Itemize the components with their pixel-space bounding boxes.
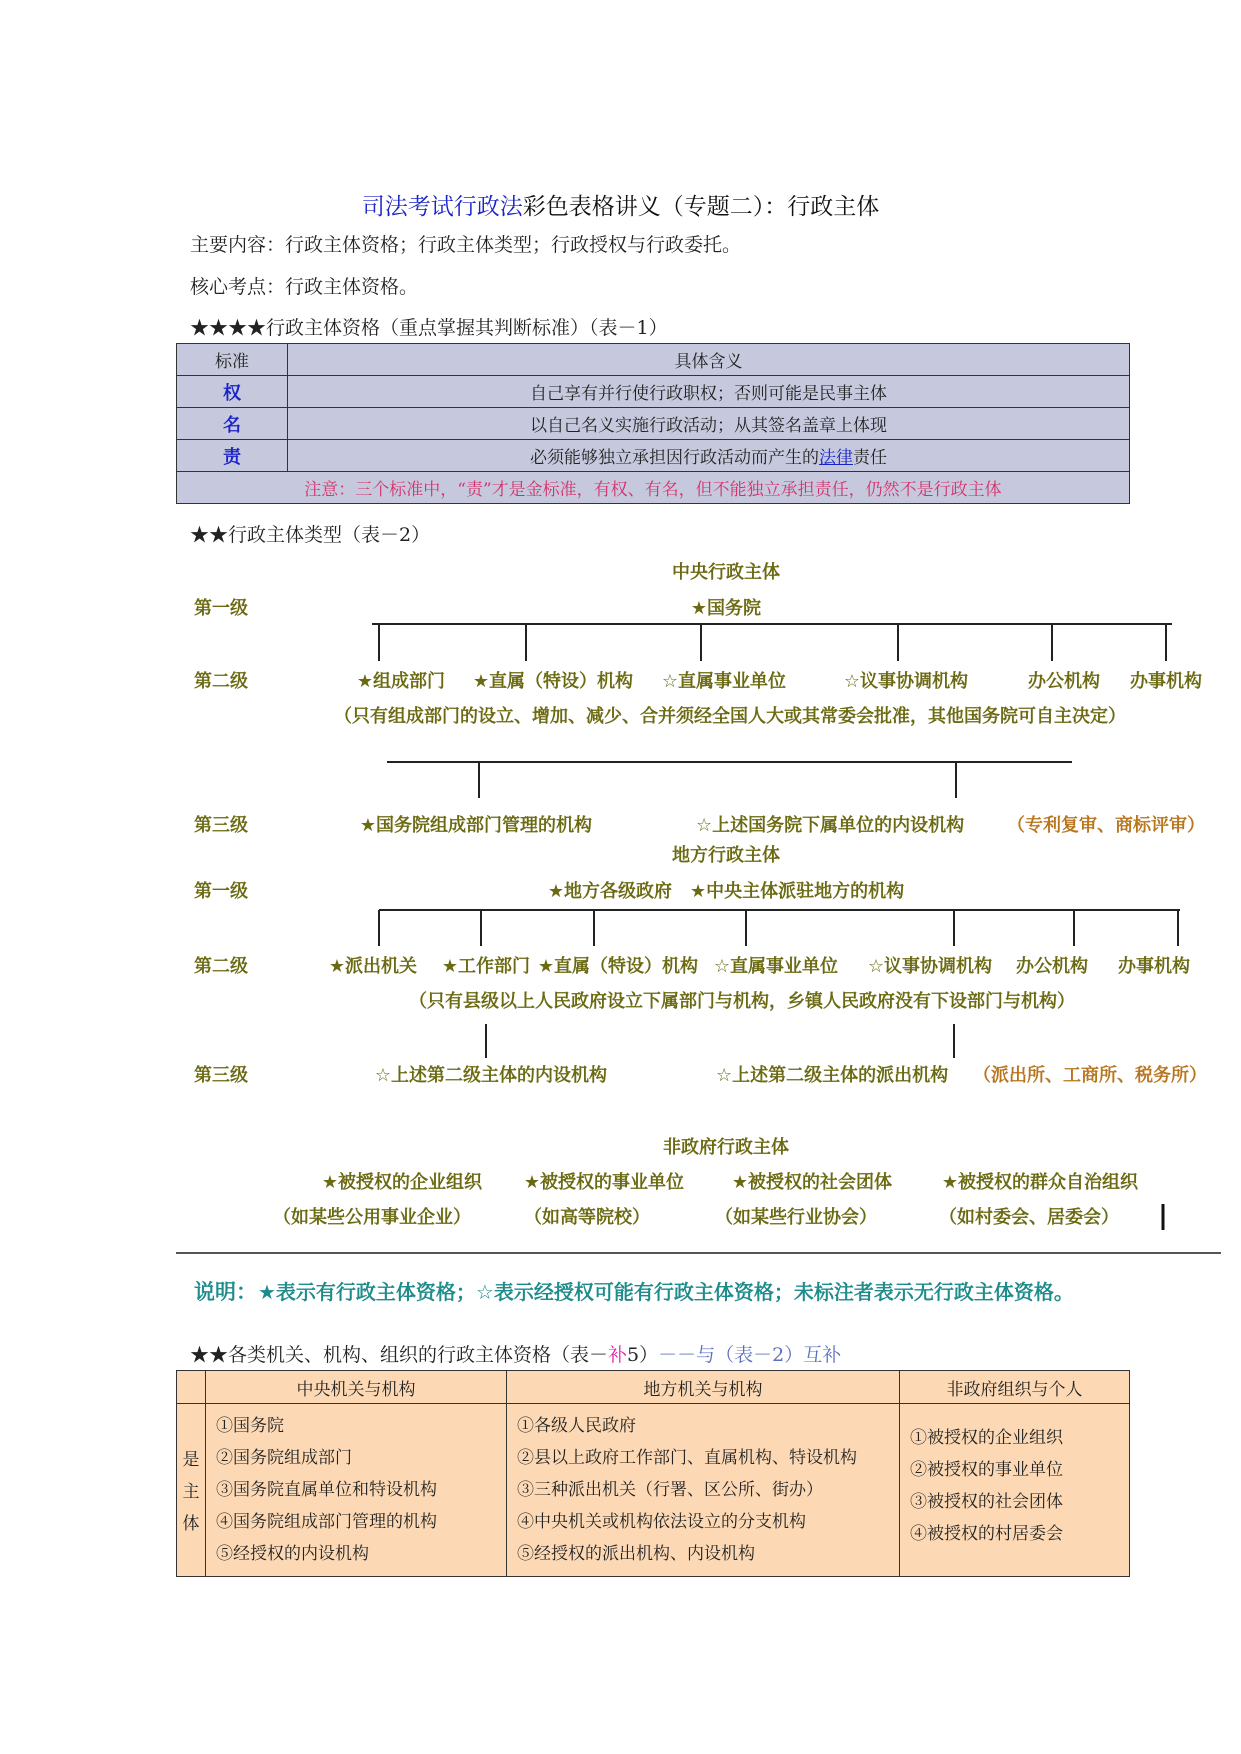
local-level2-item: 办公机构 <box>1016 956 1088 977</box>
list-item: ②被授权的事业单位 <box>910 1460 1063 1480</box>
central-title: 中央行政主体 <box>672 562 780 583</box>
central-level2-item: 办公机构 <box>1028 671 1100 692</box>
table3-local-cell <box>507 1404 900 1577</box>
local-level2-item: ★工作部门 <box>441 956 531 977</box>
table1-text-after: 责任 <box>853 448 887 468</box>
local-level3-b-extra: （派出所、工商所、税务所） <box>973 1065 1207 1086</box>
central-level1: ★国务院 <box>690 598 762 619</box>
table-row <box>177 440 1130 472</box>
list-item: ②国务院组成部门 <box>216 1448 352 1468</box>
nongov-note: （如村委会、居委会） <box>939 1207 1119 1228</box>
table1-heading: ★★★★行政主体资格（重点掌握其判断标准）（表－1） <box>190 317 668 339</box>
list-item: ①各级人民政府 <box>517 1416 636 1436</box>
table1-text <box>288 440 1130 472</box>
table3 <box>176 1370 1130 1577</box>
nongov-note: （如某些行业协会） <box>715 1207 877 1228</box>
central-level2-item: ★组成部门 <box>356 671 446 692</box>
nongov-item: ★被授权的事业单位 <box>523 1172 685 1193</box>
table3-central-cell <box>206 1404 507 1577</box>
table3-heading-b: 补 <box>608 1344 628 1366</box>
local-level3-label: 第三级 <box>194 1065 248 1086</box>
legend-label: 说明： <box>194 1280 257 1304</box>
table3-header-local: 地方机关与机构 <box>507 1371 900 1404</box>
central-level2-item: ★直属（特设）机构 <box>472 671 634 692</box>
local-level3-b: ☆上述第二级主体的派出机构 <box>716 1065 949 1086</box>
list-item: ④国务院组成部门管理的机构 <box>216 1512 437 1532</box>
local-level2-item: 办事机构 <box>1118 956 1190 977</box>
table3-heading <box>190 1340 841 1367</box>
local-level1: ★地方各级政府 ★中央主体派驻地方的机构 <box>547 881 905 902</box>
list-item: ①国务院 <box>216 1416 284 1436</box>
central-level2-item: ☆议事协调机构 <box>843 671 969 692</box>
list-item: ③国务院直属单位和特设机构 <box>216 1480 437 1500</box>
table2-heading: ★★行政主体类型（表－2） <box>190 524 431 546</box>
local-note: （只有县级以上人民政府设立下属部门与机构，乡镇人民政府没有下设部门与机构） <box>409 991 1075 1012</box>
table-row <box>177 408 1130 440</box>
table3-heading-d: －－与（表－2）互补 <box>658 1344 842 1366</box>
table3-header-central: 中央机关与机构 <box>206 1371 507 1404</box>
table3-heading-a: ★★各类机关、机构、组织的行政主体资格（表－ <box>190 1344 609 1366</box>
local-level2-item: ★派出机关 <box>328 956 418 977</box>
local-level2-label: 第二级 <box>194 956 248 977</box>
title-link[interactable]: 司法考试行政法 <box>361 194 523 220</box>
central-level3-b-extra: （专利复审、商标评审） <box>1007 815 1205 836</box>
law-link[interactable]: 法律 <box>819 448 853 468</box>
table1-header-standard: 标准 <box>177 344 288 376</box>
table1-text: 自己享有并行使行政职权；否则可能是民事主体 <box>288 376 1130 408</box>
side-char: 是 <box>182 1450 200 1470</box>
local-level2-item: ☆直属事业单位 <box>713 956 839 977</box>
central-level3-a: ★国务院组成部门管理的机构 <box>359 815 593 836</box>
table3-header-nongov: 非政府组织与个人 <box>900 1371 1130 1404</box>
local-level2-item: ☆议事协调机构 <box>867 956 993 977</box>
table1-key: 权 <box>177 376 288 408</box>
admin-subject-diagram <box>176 548 1236 1338</box>
list-item: ④中央机关或机构依法设立的分支机构 <box>517 1512 806 1532</box>
local-level3-a: ☆上述第二级主体的内设机构 <box>374 1065 608 1086</box>
central-level2-label: 第二级 <box>194 671 248 692</box>
list-item: ③被授权的社会团体 <box>910 1492 1063 1512</box>
table-row <box>177 376 1130 408</box>
table1-text-before: 必须能够独立承担因行政活动而产生的 <box>530 448 819 468</box>
nongov-note: （如高等院校） <box>524 1207 650 1228</box>
table1-note: 注意：三个标准中，“责”才是金标准，有权、有名，但不能独立承担责任，仍然不是行政主体 <box>177 472 1130 504</box>
central-level2-item: 办事机构 <box>1130 671 1202 692</box>
local-title: 地方行政主体 <box>672 845 780 866</box>
table3-nongov-cell <box>900 1404 1130 1577</box>
central-level3-label: 第三级 <box>194 815 248 836</box>
nongov-item: ★被授权的社会团体 <box>731 1172 893 1193</box>
table1-key: 责 <box>177 440 288 472</box>
table3-heading-c: 5） <box>627 1344 659 1366</box>
central-level3-b: ☆上述国务院下属单位的内设机构 <box>696 815 965 836</box>
list-item: ⑤经授权的内设机构 <box>216 1544 369 1564</box>
nongov-title: 非政府行政主体 <box>663 1137 789 1158</box>
table1 <box>176 343 1130 504</box>
table3-header-blank <box>177 1371 206 1404</box>
table1-text: 以自己名义实施行政活动；从其签名盖章上体现 <box>288 408 1130 440</box>
side-char: 体 <box>182 1514 200 1534</box>
central-level1-label: 第一级 <box>194 598 248 619</box>
nongov-item: ★被授权的企业组织 <box>321 1172 483 1193</box>
local-level2-item: ★直属（特设）机构 <box>537 956 699 977</box>
local-level1-label: 第一级 <box>194 881 248 902</box>
central-level2-item: ☆直属事业单位 <box>661 671 787 692</box>
title-rest: 彩色表格讲义（专题二）：行政主体 <box>522 194 880 220</box>
list-item: ④被授权的村居委会 <box>910 1524 1063 1544</box>
main-content-line: 主要内容：行政主体资格；行政主体类型；行政授权与行政委托。 <box>190 234 742 256</box>
list-item: ③三种派出机关（行署、区公所、街办） <box>517 1480 823 1500</box>
side-char: 主 <box>182 1482 200 1502</box>
list-item: ⑤经授权的派出机构、内设机构 <box>517 1544 755 1564</box>
legend-text: ★表示有行政主体资格；☆表示经授权可能有行政主体资格；未标注者表示无行政主体资格。 <box>258 1280 1074 1304</box>
core-point-line: 核心考点：行政主体资格。 <box>190 276 419 298</box>
central-note: （只有组成部门的设立、增加、减少、合并须经全国人大或其常委会批准，其他国务院可自主决定） <box>334 706 1126 727</box>
table3-side <box>177 1404 206 1577</box>
nongov-note: （如某些公用事业企业） <box>273 1207 471 1228</box>
list-item: ①被授权的企业组织 <box>910 1428 1063 1448</box>
list-item: ②县以上政府工作部门、直属机构、特设机构 <box>517 1448 857 1468</box>
table1-key: 名 <box>177 408 288 440</box>
nongov-item: ★被授权的群众自治组织 <box>941 1172 1139 1193</box>
page-title <box>0 188 1241 221</box>
table1-header-meaning: 具体含义 <box>288 344 1130 376</box>
table-row <box>177 1404 1130 1577</box>
